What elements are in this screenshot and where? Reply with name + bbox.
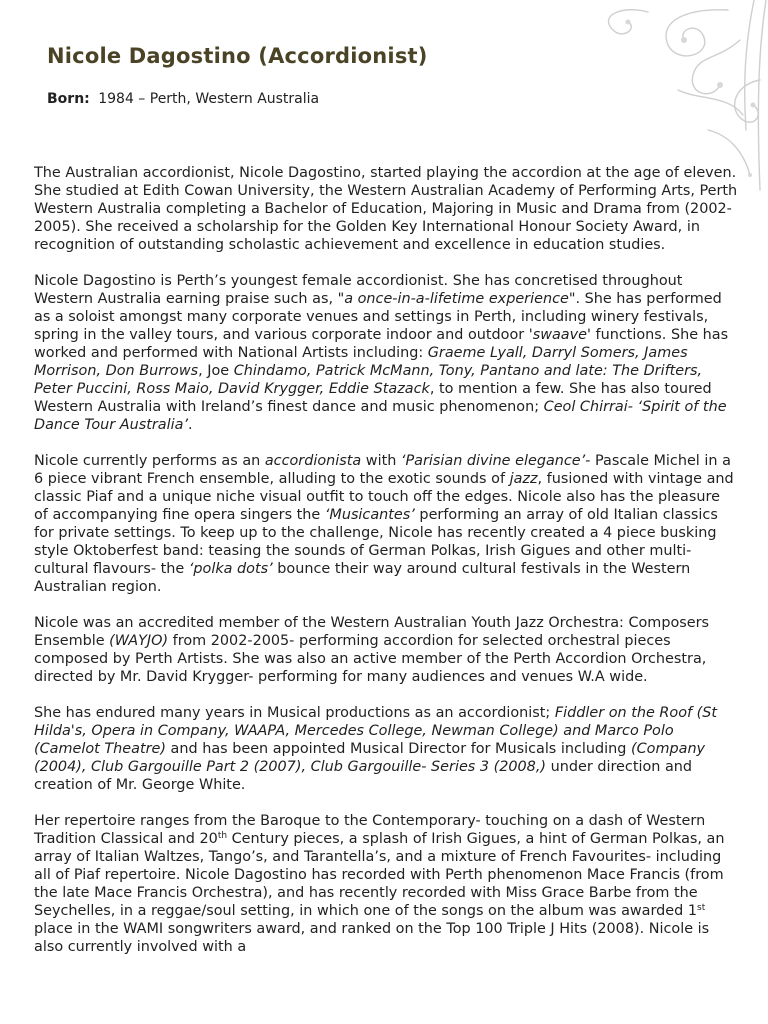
- paragraph-text: - Pascale Michel in a 6 piece vibrant French ensemble, alluding to the exotic sounds of: [34, 453, 731, 487]
- italic-text: ‘polka dots’: [188, 561, 273, 577]
- paragraph-text: Century pieces, a splash of Irish Gigues, a hint of German Polkas, an array of Italian Waltzes, Tango’s, and Tarantella’s, and a mixture of French Favourites- including all of Piaf repertoire. Nicole Dagostino has recorded with Perth phenomenon Mace Francis (from the late Mace Francis Orchestra), and has recently recorded with Miss Grace Barbe from the Seychelles, in a reggae/soul setting, in which one of the songs on the album was awarded 1: [34, 831, 725, 919]
- born-label: Born:: [47, 91, 90, 107]
- italic-text: a once-in-a-lifetime experience: [344, 291, 569, 307]
- italic-text: ‘Parisian divine elegance’: [400, 453, 586, 469]
- born-value: 1984 – Perth, Western Australia: [98, 91, 320, 107]
- italic-text: accordionista: [264, 453, 362, 469]
- italic-text: (Company (2004), Club Gargouille Part 2 (2007), Club Gargouille- Series 3 (2008,): [34, 741, 706, 775]
- paragraph-text: , fusioned with vintage and classic Piaf and a unique niche visual outfit to touch off the edges. Nicole also has the pleasure of accompanying fine opera singers the: [34, 471, 734, 523]
- italic-text: ‘Musicantes’: [324, 507, 415, 523]
- biography-paragraph: [34, 452, 738, 596]
- paragraph-text: .: [188, 417, 193, 433]
- italic-text: jazz: [509, 471, 538, 487]
- superscript-text: th: [217, 831, 228, 841]
- paragraph-text: She has endured many years in Musical productions as an accordionist;: [34, 705, 555, 721]
- italic-text: Chindamo, Patrick McMann, Tony, Pantano and late: The Drifters, Peter Puccini, Ross Maio, David Krygger, Eddie Stazack: [34, 363, 703, 397]
- biography-paragraph: [34, 272, 738, 434]
- paragraph-text: Her repertoire ranges from the Baroque to the Contemporary- touching on a dash of Western Tradition Classical and 20: [34, 813, 706, 847]
- biography-paragraph: [34, 812, 738, 956]
- biography-paragraph: [34, 704, 738, 794]
- paragraph-text: from 2002-2005- performing accordion for selected orchestral pieces composed by Perth Artists. She was also an active member of the Perth Accordion Orchestra, directed by Mr. David Krygger- performing for many audiences and venues W.A wide.: [34, 633, 707, 685]
- paragraph-text: Nicole Dagostino is Perth’s youngest female accordionist. She has concretised throughout Western Australia earning praise such as, ": [34, 273, 683, 307]
- paragraph-text: performing an array of old Italian classics for private settings. To keep up to the challenge, Nicole has recently created a 4 piece busking style Oktoberfest band: teasing the sounds of German Polkas, Irish Gigues and other multi-cultural flavours- the: [34, 507, 718, 577]
- italic-text: Ceol Chirrai- ‘Spirit of the Dance Tour Australia’: [34, 399, 727, 433]
- paragraph-text: , Joe: [198, 363, 234, 379]
- birth-info: [47, 91, 319, 107]
- biography-body: [34, 164, 738, 974]
- page-title: Nicole Dagostino (Accordionist): [47, 44, 428, 68]
- paragraph-text: with: [361, 453, 401, 469]
- paragraph-text: The Australian accordionist, Nicole Dagostino, started playing the accordion at the age of eleven. She studied at Edith Cowan University, the Western Australian Academy of Performing Arts, Perth Western Australia completing a Bachelor of Education, Majoring in Music and Drama from (2002- 2005). She received a scholarship for the Golden Key International Honour Society Award, in recognition of outstanding scholastic achievement and excellence in education studies.: [34, 165, 738, 253]
- italic-text: swaave: [532, 327, 587, 343]
- paragraph-text: place in the WAMI songwriters award, and ranked on the Top 100 Triple J Hits (2008). Nicole is also currently involved with a: [34, 921, 710, 955]
- biography-paragraph: [34, 164, 738, 254]
- paragraph-text: ' functions. She has worked and performed with National Artists including:: [34, 327, 729, 361]
- paragraph-text: and has been appointed Musical Director for Musicals including: [165, 741, 631, 757]
- paragraph-text: Nicole currently performs as an: [34, 453, 265, 469]
- italic-text: Graeme Lyall, Darryl Somers, James Morrison, Don Burrows: [34, 345, 688, 379]
- paragraph-text: bounce their way around cultural festivals in the Western Australian region.: [34, 561, 691, 595]
- biography-paragraph: [34, 614, 738, 686]
- paragraph-text: ". She has performed as a soloist amongst many corporate venues and settings in Perth, including winery festivals, spring in the valley tours, and various corporate indoor and outdoor ': [34, 291, 722, 343]
- superscript-text: st: [697, 903, 706, 913]
- italic-text: (WAYJO): [109, 633, 169, 649]
- italic-text: Fiddler on the Roof (St Hilda's, Opera in Company, WAAPA, Mercedes College, Newman College) and Marco Polo (Camelot Theatre): [34, 705, 718, 757]
- paragraph-text: , to mention a few. She has also toured Western Australia with Ireland’s finest dance and music phenomenon;: [34, 381, 712, 415]
- paragraph-text: Nicole was an accredited member of the Western Australian Youth Jazz Orchestra: Composers Ensemble: [34, 615, 710, 649]
- paragraph-text: under direction and creation of Mr. George White.: [34, 759, 693, 793]
